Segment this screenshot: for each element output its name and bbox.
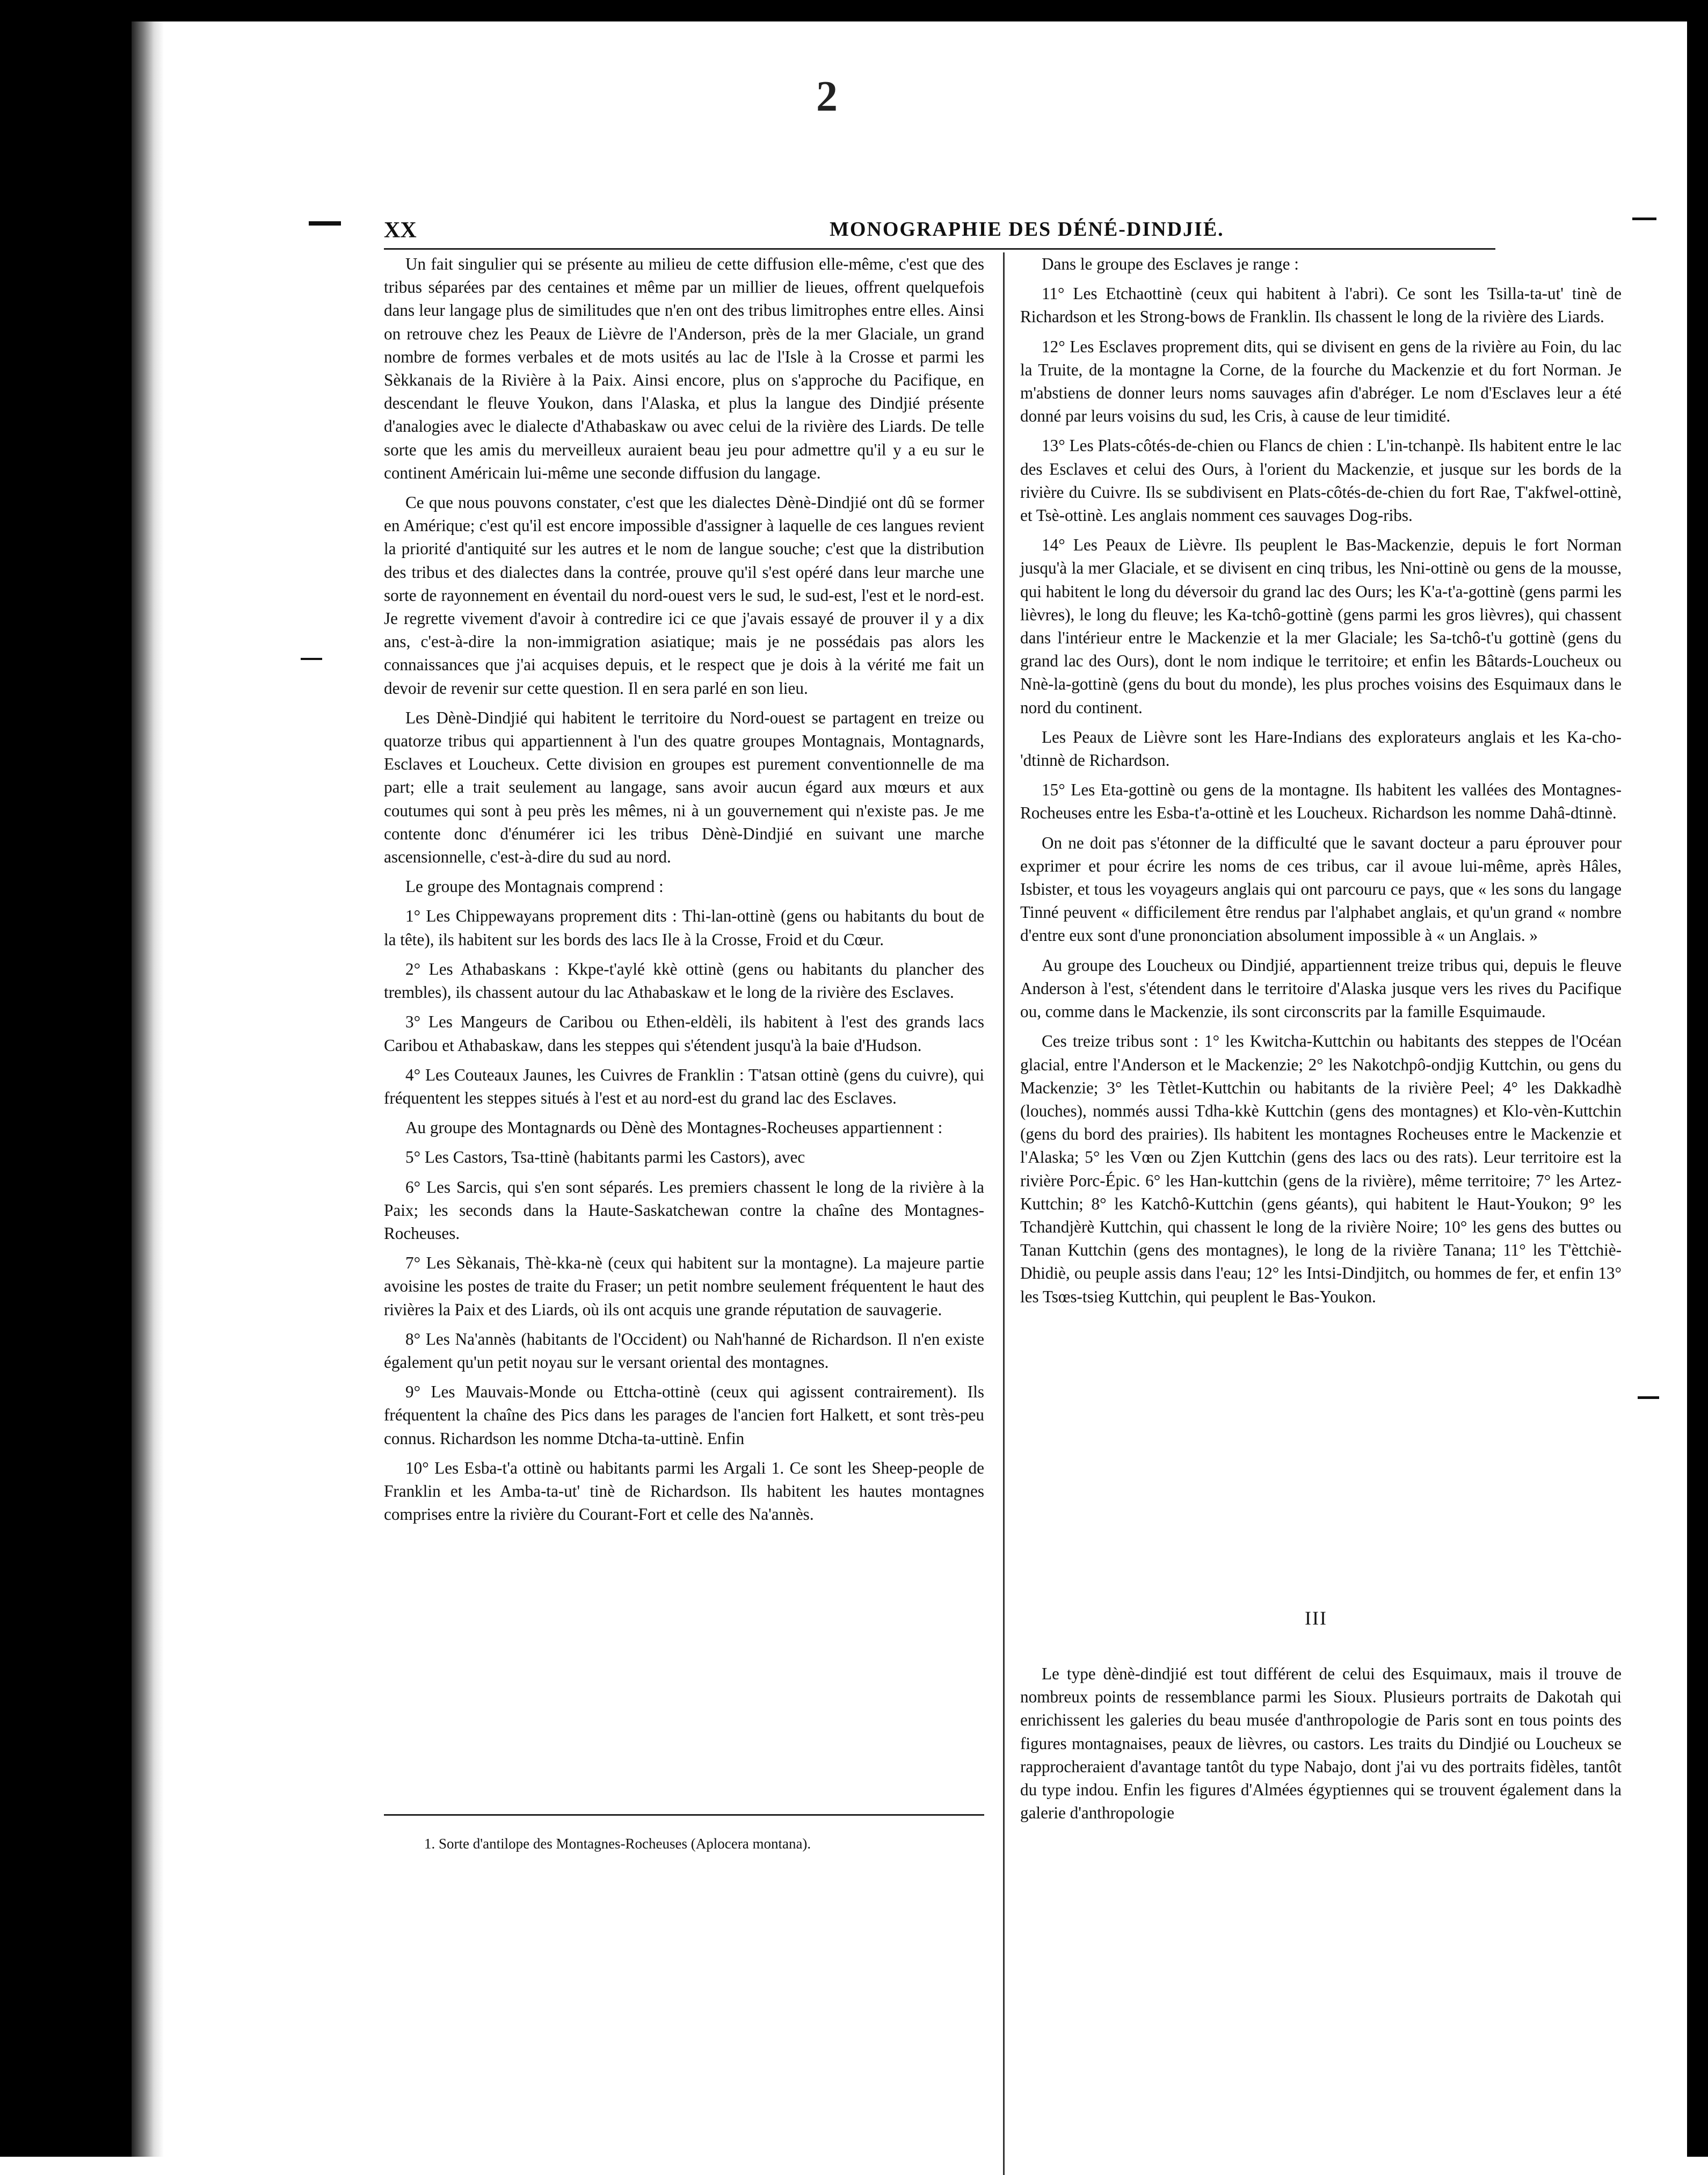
tribe-entry: 10° Les Esba-t'a ottinè ou habitants parmi les Argali 1. Ce sont les Sheep-people de Franklin et les Amba-ta-ut' tinè de Richardson. Ils habitent les hautes montagnes comprises entre la rivière du Courant-Fort et celle des Na'annès. [384, 1458, 984, 1524]
scan-border-top [0, 0, 1708, 21]
scan-edge-shadow [132, 21, 164, 2157]
footnote: 1. Sorte d'antilope des Montagnes-Rocheuses (Aplocera montana). [424, 1836, 811, 1852]
paragraph: Les Dènè-Dindjié qui habitent le territoire du Nord-ouest se partagent en treize ou quatorze tribus qui appartiennent à l'un des quatre groupes Montagnais, Montagnards, Esclaves et Loucheux. Cette division en groupes est purement conventionnelle de ma part; elle a trait seulement au langage, sans avoir aucun égard aux mœurs et aux coutumes qui sont à peu près les mêmes, ni à un gouvernement qui n'existe pas. Je me contente donc d'énumérer ici les tribus Dènè-Dindjié en suivant une marche ascensionnelle, c'est-à-dire du sud au nord. [384, 708, 984, 867]
tribe-entry: 5° Les Castors, Tsa-ttinè (habitants parmi les Castors), avec [405, 1148, 805, 1167]
left-column [384, 252, 984, 1532]
tribe-entry: 9° Les Mauvais-Monde ou Ettcha-ottinè (ceux qui agissent contrairement). Ils fréquentent la chaîne des Pics dans les parages de l'ancien fort Halkett, et sont très-peu connus. Richardson les nomme Dtcha-ta-uttinè. Enfin [384, 1382, 984, 1448]
column-divider [1003, 252, 1005, 2175]
paragraph: Ce que nous pouvons constater, c'est que les dialectes Dènè-Dindjié ont dû se former en Amérique; c'est qu'il est encore impossible d'assigner à laquelle de ces langues revient la priorité d'antiquité sur les autres et le nom de langue souche; c'est que la distribution des tribus et des dialectes dans la contrée, prouve qu'il s'est opéré dans leur marche une sorte de rayonnement en éventail du nord-ouest vers le sud, le sud-est, l'est et le nord-est. Je regrette vivement d'avoir à contredire ici ce que j'avais essayé de prouver il y a dix ans, c'est-à-dire la non-immigration asiatique; mais je ne possédais pas alors les connaissances que j'ai acquises depuis, et le respect que je dois à la vérité me fait un devoir de revenir sur cette question. Il en sera parlé en son lieu. [384, 493, 984, 698]
running-head-title: MONOGRAPHIE DES DÉNÉ-DINDJIÉ. [830, 218, 1224, 241]
folio-number: XX [384, 218, 417, 243]
edge-tick-mark [301, 658, 322, 660]
paragraph: Le groupe des Montagnais comprend : [405, 877, 664, 896]
right-column [1020, 252, 1622, 1315]
paragraph: Dans le groupe des Esclaves je range : [1042, 255, 1299, 273]
right-column-section-iii [1020, 1662, 1622, 1831]
scan-border-right [1687, 0, 1708, 2157]
tribe-entry: 6° Les Sarcis, qui s'en sont séparés. Les premiers chassent le long de la rivière à la Paix; les seconds dans la Haute-Saskatchewan contre la chaîne des Montagnes-Rocheuses. [384, 1177, 984, 1243]
tribe-entry: 2° Les Athabaskans : Kkpe-t'aylé kkè ottinè (gens ou habitants du plancher des trembles), ils chassent autour du lac Athabaskaw et le long de la rivière des Esclaves. [384, 959, 984, 1002]
scan-border-left [0, 0, 132, 2157]
paragraph: Le type dènè-dindjié est tout différent de celui des Esquimaux, mais il trouve de nombreux points de ressemblance parmi les Sioux. Plusieurs portraits de Dakotah qui enrichissent les galeries du beau musée d'anthropologie de Paris sont en tous points des figures montagnaises, peaux de lièvres, ou castors. Les traits du Dindjié ou Loucheux se rapprocheraient d'avantage tantôt du type Nabajo, dont j'ai vu des portraits fidèles, tantôt du type indou. Enfin les figures d'Almées égyptiennes qui se trouvent également dans la galerie d'anthropologie [1020, 1664, 1622, 1823]
tribe-entry: 15° Les Eta-gottinè ou gens de la montagne. Ils habitent les vallées des Montagnes-Rocheuses entre les Esba-t'a-ottinè et les Loucheux. Richardson les nomme Dahâ-dtinnè. [1020, 780, 1622, 823]
tribe-entry: 11° Les Etchaottinè (ceux qui habitent à l'abri). Ce sont les Tsilla-ta-ut' tinè de Richardson et les Strong-bows de Franklin. Ils chassent le long de la rivière des Liards. [1020, 284, 1622, 327]
tribe-entry: 7° Les Sèkanais, Thè-kka-nè (ceux qui habitent sur la montagne). La majeure partie avoisine les postes de traite du Fraser; un petit nombre seulement fréquentent le haut des rivières la Paix et des Liards, où ils ont acquis une grande réputation de sauvagerie. [384, 1253, 984, 1319]
paragraph: Au groupe des Loucheux ou Dindjié, appartiennent treize tribus qui, depuis le fleuve Anderson à l'est, s'étendent dans le territoire d'Alaska jusque vers les rives du Pacifique ou, comme dans le Mackenzie, ils sont circonscrits par la famille Esquimaude. [1020, 955, 1622, 1021]
paragraph: Au groupe des Montagnards ou Dènè des Montagnes-Rocheuses appartiennent : [405, 1118, 943, 1137]
paragraph: Les Peaux de Lièvre sont les Hare-Indians des explorateurs anglais et les Ka-cho-'dtinnè de Richardson. [1020, 727, 1622, 770]
section-number: III [1305, 1607, 1327, 1629]
edge-tick-mark [1638, 1396, 1659, 1399]
edge-tick-mark [309, 221, 341, 226]
tribe-entry: 13° Les Plats-côtés-de-chien ou Flancs de chien : L'in-tchanpè. Ils habitent entre le lac des Esclaves et celui des Ours, à l'orient du Mackenzie, et jusque sur les bords de la rivière du Cuivre. Ils se subdivisent en Plats-côtés-de-chien du fort Rae, T'akfwel-ottinè, et Tsè-ottinè. Les anglais nomment ces sauvages Dog-ribs. [1020, 436, 1622, 525]
tribe-entry: 3° Les Mangeurs de Caribou ou Ethen-eldèli, ils habitent à l'est des grands lacs Caribou et Athabaskaw, dans les steppes qui s'étendent jusqu'à la baie d'Hudson. [384, 1012, 984, 1055]
paragraph: On ne doit pas s'étonner de la difficulté que le savant docteur a paru éprouver pour exprimer et pour écrire les noms de ces tribus, car il avoue lui-même, après Hâles, Isbister, et tous les voyageurs anglais qui ont parcouru ce pays, que « les sons du langage Tinné peuvent « difficilement être rendus par l'alphabet anglais, et qu'un grand « nombre d'entre eux sont d'une prononciation absolument impossible à « un Anglais. » [1020, 833, 1622, 945]
tribe-entry: 1° Les Chippewayans proprement dits : Thi-lan-ottinè (gens ou habitants du bout de la tête), ils habitent sur les bords des lacs Ile à la Crosse, Froid et du Cœur. [384, 907, 984, 949]
tribe-entry: 14° Les Peaux de Lièvre. Ils peuplent le Bas-Mackenzie, depuis le fort Norman jusqu'à la mer Glaciale, et se divisent en cinq tribus, les Nni-ottinè ou gens de la mousse, qui habitent le long du déversoir du grand lac des Ours; les K'a-t'a-gottinè (gens parmi les lièvres), le long du fleuve; les Ka-tchô-gottinè (gens parmi les gros lièvres), qui chassent dans l'intérieur entre le Mackenzie et la mer Glaciale; les Sa-tchô-t'u gottinè (gens du grand lac des Ours), dont le nom indique le territoire; et enfin les Bâtards-Loucheux ou Nnè-la-gottinè (gens du bout du monde), les plus proches voisins des Esquimaux dans le nord du continent. [1020, 535, 1622, 717]
paragraph: Ces treize tribus sont : 1° les Kwitcha-Kuttchin ou habitants des steppes de l'Océan glacial, entre l'Anderson et le Mackenzie; 2° les Nakotchpô-ondjig Kuttchin, ou gens du Mackenzie; 3° les Tètlet-Kuttchin ou habitants de la rivière Peel; 4° les Dakkadhè (louches), nommés aussi Tdha-kkè Kuttchin (gens des montagnes) et Klo-vèn-Kuttchin (gens du bord des prairies). Ils habitent les montagnes Rocheuses entre le Mackenzie et l'Alaska; 5° les Vœn ou Zjen Kuttchin (gens des lacs ou des rats). Leur territoire est la rivière Porc-Épic. 6° les Han-kuttchin (gens de la rivière), même territoire; 7° les Artez-Kuttchin; 8° les Katchô-Kuttchin (gens géants), qui habitent le Haut-Youkon; 9° les Tchandjèrè Kuttchin, qui chassent le long de la rivière Noire; 10° les gens des buttes ou Tanan Kuttchin (gens des montagnes), le long de la rivière Tanana; 11° les T'èttchiè-Dhidiè, ou peuple assis dans l'eau; 12° les Intsi-Dindjitch, ou hommes de fer, et enfin 13° les Tsœs-tsieg Kuttchin, qui peuplent le Bas-Youkon. [1020, 1032, 1622, 1306]
paragraph: Un fait singulier qui se présente au milieu de cette diffusion elle-même, c'est que des tribus séparées par des centaines et même par un millier de lieues, offrent quelquefois dans leur langage plus de similitudes que n'en ont des tribus limitrophes entre elles. Ainsi on retrouve chez les Peaux de Lièvre de l'Anderson, près de la mer Glaciale, un grand nombre de formes verbales et de mots usités au lac de l'Isle à la Crosse et parmi les Sèkkanais de la Rivière à la Paix. Ainsi encore, plus on s'approche du Pacifique, en descendant le fleuve Youkon, dans l'Alaska, et plus la langue des Dindjié présente d'analogies avec le dialecte d'Athabaskaw ou avec celui de la rivière des Liards. De telle sorte que les amis du merveilleux auraient beau jeu pour admettre qu'il y a eu sur le continent Américain lui-même une seconde diffusion du langage. [384, 255, 984, 482]
running-head [384, 218, 1705, 250]
tribe-entry: 8° Les Na'annès (habitants de l'Occident) ou Nah'hanné de Richardson. Il n'en existe également qu'un petit noyau sur le versant oriental des montagnes. [384, 1329, 984, 1372]
tribe-entry: 4° Les Couteaux Jaunes, les Cuivres de Franklin : T'atsan ottinè (gens du cuivre), qui fréquentent les steppes situés à l'est et au nord-est du grand lac des Esclaves. [384, 1065, 984, 1107]
header-rule [384, 248, 1495, 250]
page-number-mark: 2 [816, 73, 841, 120]
tribe-entry: 12° Les Esclaves proprement dits, qui se divisent en gens de la rivière au Foin, du lac la Truite, de la montagne la Corne, de la fourche du Mackenzie et du fort Norman. Je m'abstiens de donner leurs noms sauvages afin d'abréger. Le nom d'Esclaves leur a été donné par leurs voisins du sud, les Cris, à cause de leur timidité. [1020, 337, 1622, 426]
footnote-rule [384, 1814, 984, 1816]
